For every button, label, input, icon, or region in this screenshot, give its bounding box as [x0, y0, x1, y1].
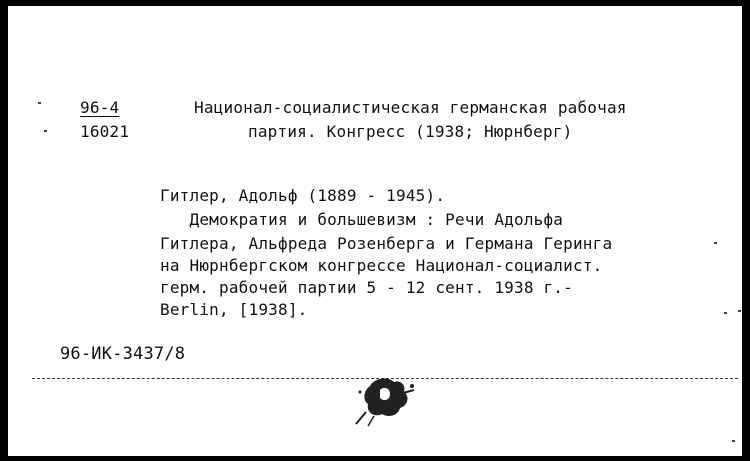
imprint-line: Berlin, [1938].	[160, 300, 308, 319]
author-line: Гитлер, Адольф (1889 - 1945).	[160, 186, 446, 205]
speck	[44, 130, 47, 132]
heading-line-2: партия. Конгресс (1938; Нюрнберг)	[248, 122, 573, 141]
speck	[724, 312, 727, 314]
speck	[714, 242, 717, 244]
title-line-2: Гитлера, Альфреда Розенберга и Германа Геринга	[160, 234, 613, 253]
title-line-3: на Нюрнбергском конгрессе Национал-социалист.	[160, 256, 603, 275]
inventory-number: 96-ИК-3437/8	[60, 344, 186, 364]
accession-number: 16021	[80, 122, 130, 141]
heading-line-1: Национал-социалистическая германская рабочая	[194, 98, 627, 117]
speck	[38, 102, 41, 104]
speck	[738, 310, 741, 312]
ink-stamp-mark	[352, 372, 422, 428]
title-line-4: герм. рабочей партии 5 - 12 сент. 1938 г.-	[160, 278, 573, 297]
speck	[732, 440, 735, 442]
title-line-1: Демократия и большевизм : Речи Адольфа	[160, 210, 564, 229]
call-number: 96-4	[80, 98, 120, 117]
